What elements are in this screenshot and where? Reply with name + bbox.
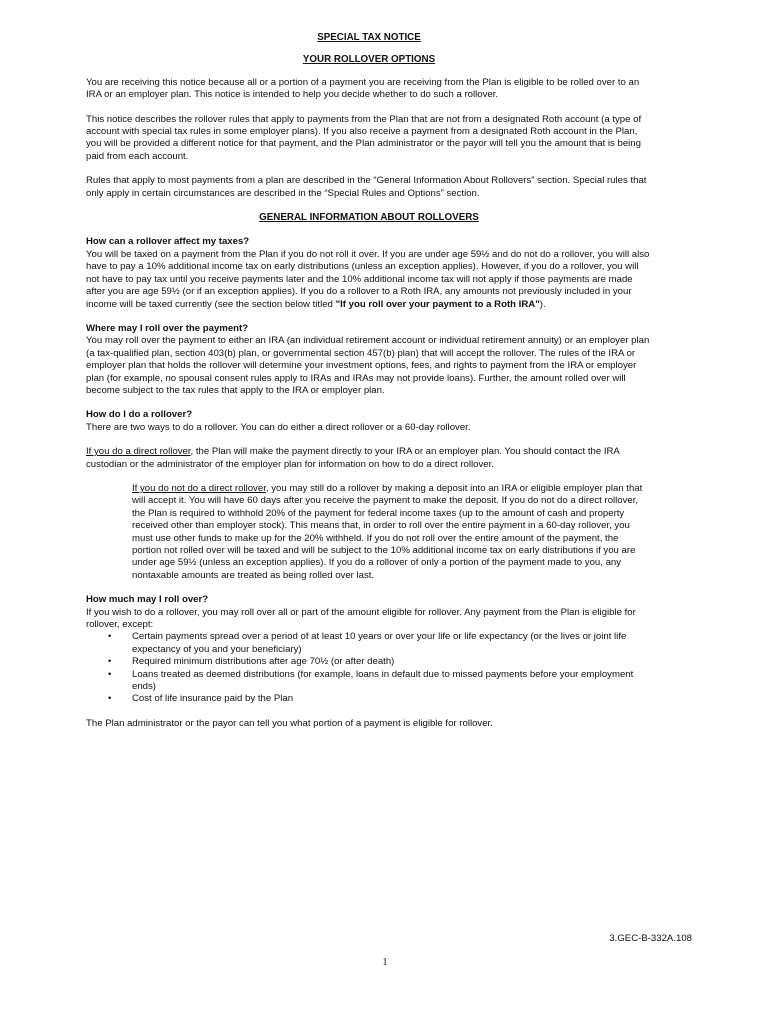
- indirect-rollover-body: , you may still do a rollover by making a deposit into an IRA or eligible employer plan that will accept it. You will have 60 days after you receive the payment to make the deposit. If you do not do a direct rollover, the Plan is required to withhold 20% of the payment for federal income taxes (up to the amount of cash and property received other than employer stock). This means that, in order to roll over the entire payment in a 60-day rollover, you must use other funds to make up for the 20% withheld. If you do not roll over the entire amount of the payment, the portion not rolled over will be taxed and will be subject to the 10% additional income tax on early distributions if you are under age 59½ (unless an exception applies). If you do a rollover of only a portion of the payment made to you, any nontaxable amounts are treated as being rolled over last.: [132, 482, 643, 581]
- question-taxes: [86, 236, 652, 310]
- indirect-rollover-lead: If you do not do a direct rollover: [132, 482, 266, 494]
- question-body: There are two ways to do a rollover. You can do either a direct rollover or a 60-day rollover.: [86, 421, 471, 433]
- page-number: 1: [382, 957, 388, 968]
- exceptions-list: [86, 631, 652, 705]
- list-item: • Cost of life insurance paid by the Plan: [86, 693, 652, 705]
- intro-paragraph-3: Rules that apply to most payments from a plan are described in the “General Information About Rollovers” section. Special rules that only apply in certain circumstances are described in the “Special Rules and Options” section.: [86, 175, 647, 199]
- direct-rollover-lead: If you do a direct rollover: [86, 446, 191, 458]
- question-body: If you wish to do a rollover, you may roll over all or part of the amount eligible for rollover. Any payment from the Plan is eligible for rollover, except:: [86, 606, 636, 631]
- question-body: You may roll over the payment to either an IRA (an individual retirement account or individual retirement annuity) or an employer plan (a tax-qualified plan, section 403(b) plan, or governmental section 457(b) plan) that will accept the rollover. The rules of the IRA or employer plan that holds the rollover will determine your investment options, fees, and rights to payment from the IRA or employer plan (for example, no spousal consent rules apply to IRAs and IRAs may not provide loans). Further, the amount rolled over will become subject to the tax rules that apply to the IRA or employer plan.: [86, 335, 650, 396]
- question-body-tail: ).: [539, 298, 546, 310]
- question-body: You will be taxed on a payment from the Plan if you do not roll it over. If you are under age 59½ and do not do a rollover, you will also have to pay a 10% additional income tax on early distributions (unless an exception applies). However, if you do a rollover, you will not have to pay tax until you receive payments later and the 10% additional income tax will not apply if those payments are made after you are age 59½ (or if an exception applies). If you do a rollover to a Roth IRA, any amounts not previously included in your income will be taxed currently (see the section below titled: [86, 248, 650, 310]
- document-code: 3.GEC-B-332A.108: [609, 933, 692, 944]
- direct-rollover-paragraph: [86, 446, 652, 471]
- notice-title: SPECIAL TAX NOTICE: [317, 32, 421, 43]
- list-item: • Required minimum distributions after age 70½ (or after death): [86, 656, 652, 668]
- question-how-much: [86, 594, 652, 631]
- question-heading: How can a rollover affect my taxes?: [86, 236, 250, 248]
- document-page: [86, 32, 652, 742]
- question-how: [86, 409, 652, 434]
- question-heading: Where may I roll over the payment?: [86, 322, 249, 334]
- notice-subtitle: YOUR ROLLOVER OPTIONS: [302, 54, 436, 66]
- question-heading: How much may I roll over?: [86, 594, 209, 606]
- closing-paragraph: The Plan administrator or the payor can tell you what portion of a payment is eligible for rollover.: [86, 717, 493, 729]
- list-item: • Certain payments spread over a period of at least 10 years or over your life or life expectancy (or the lives or joint life expectancy of you and your beneficiary): [86, 631, 652, 656]
- direct-rollover-body: , the Plan will make the payment directly to your IRA or an employer plan. You should contact the IRA custodian or the administrator of the employer plan for information on how to do a direct rollover.: [86, 446, 620, 470]
- list-item: • Loans treated as deemed distributions (for example, loans in default due to missed payments before your employment ends): [86, 669, 652, 694]
- question-heading: How do I do a rollover?: [86, 409, 193, 421]
- question-where: [86, 323, 652, 397]
- roth-ira-reference: "If you roll over your payment to a Roth IRA": [335, 298, 540, 310]
- intro-paragraph-1: You are receiving this notice because all or a portion of a payment you are receiving from the Plan is eligible to be rolled over to an IRA or an employer plan. This notice is intended to help you decide whether to do such a rollover.: [86, 76, 640, 101]
- indirect-rollover-paragraph: [132, 483, 650, 582]
- intro-paragraph-2: This notice describes the rollover rules that apply to payments from the Plan that are not from a designated Roth account (a type of account with special tax rules in some employer plans). If you also receive a payment from a designated Roth account in the Plan, you will be provided a different notice for that payment, and the Plan administrator or the payor will tell you the amount that is being paid from each account.: [86, 113, 642, 162]
- section-heading-general: GENERAL INFORMATION ABOUT ROLLOVERS: [259, 212, 479, 224]
